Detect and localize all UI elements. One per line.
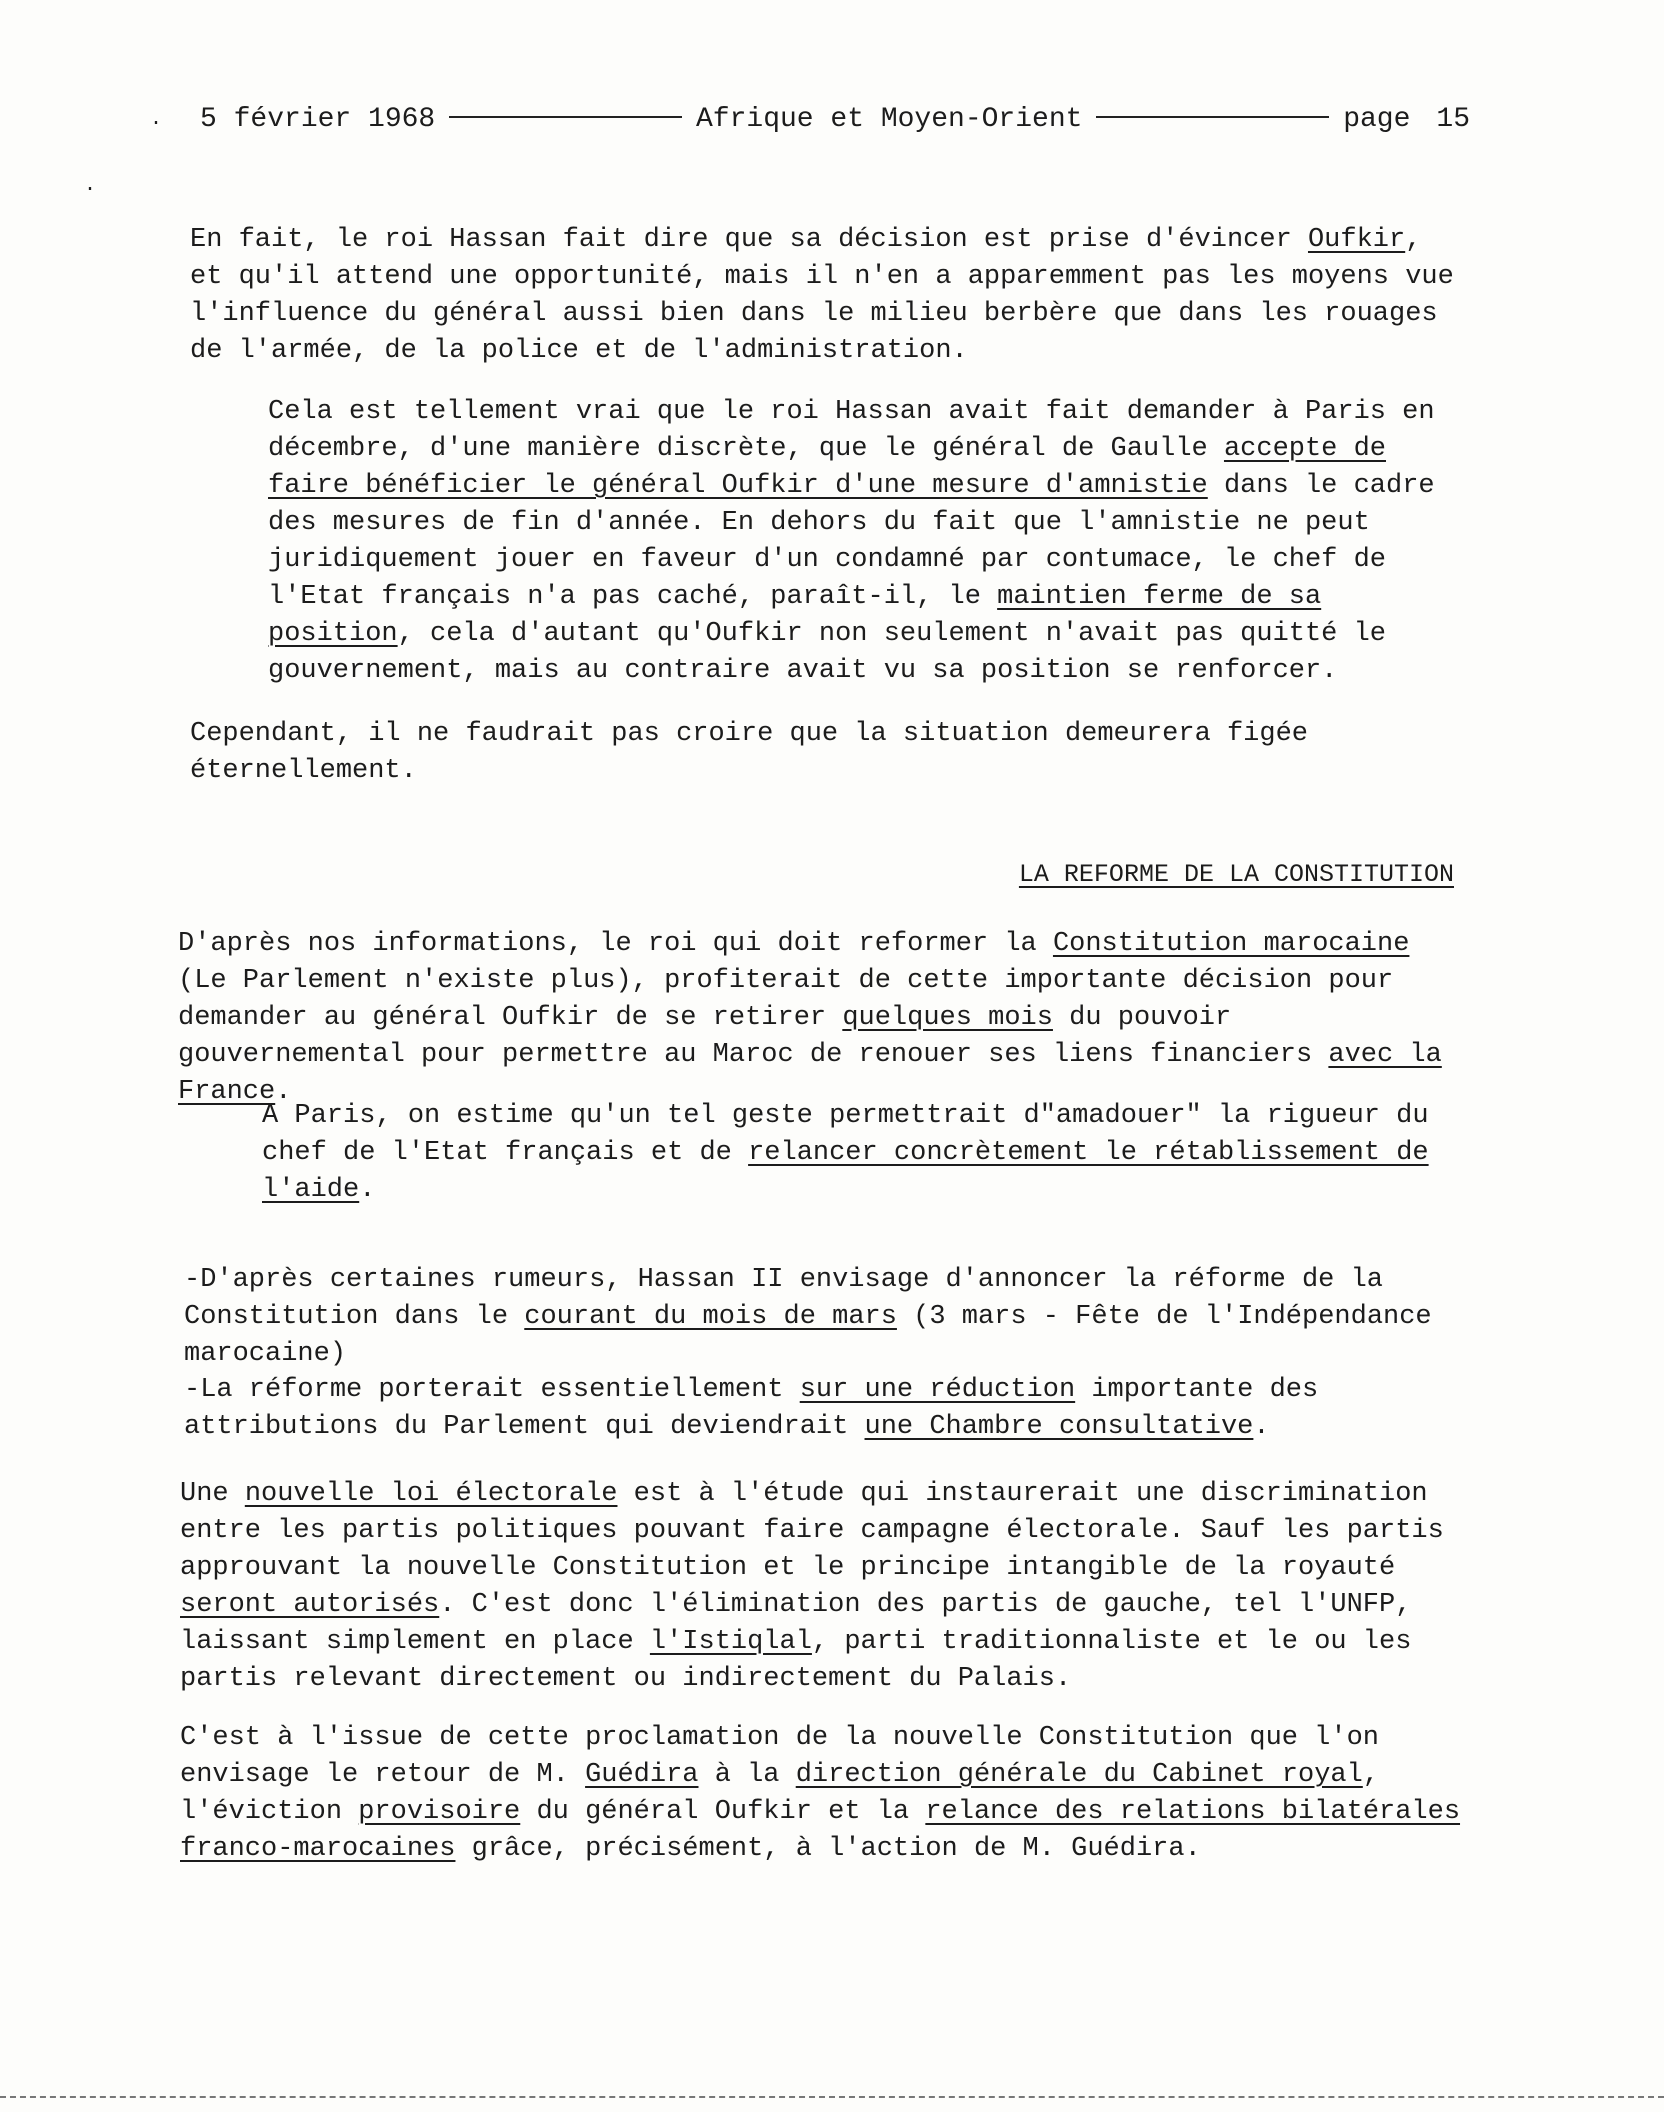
text-run: , l'éviction: [180, 1760, 1380, 1827]
text-run: dans le cadre des mesures de fin d'année. En dehors du fait que l'amnistie ne peut juridiquement jouer en faveur d'un condamné par contumace, le chef de l'Etat français n'a pas caché, paraît-il, le: [268, 471, 1435, 612]
underlined-phrase: seront autorisés: [180, 1590, 440, 1620]
underlined-phrase: nouvelle loi électorale: [244, 1479, 618, 1509]
underlined-phrase: avec la France: [178, 1040, 1442, 1107]
text-run: .: [1253, 1412, 1270, 1442]
paragraph: [184, 1372, 1464, 1446]
header-page-number: 15: [1436, 104, 1471, 135]
text-run: est à l'étude qui instaurerait une discrimination entre les partis politiques pouvant faire campagne électorale. Sauf les partis approuvant la nouvelle Constitution et le principe intangible de la royauté: [180, 1479, 1444, 1583]
underlined-phrase: provisoire: [358, 1797, 521, 1827]
section-title: LA REFORME DE LA CONSTITUTION: [1018, 860, 1454, 889]
text-run: grâce, précisément, à l'action de M. Guédira.: [455, 1834, 1201, 1864]
underlined-phrase: maintien ferme de sa position: [268, 582, 1322, 649]
underlined-phrase: Oufkir: [1307, 225, 1406, 255]
underlined-phrase: Guédira: [585, 1760, 699, 1790]
underlined-phrase: relancer concrètement le rétablissement de l'aide: [262, 1138, 1429, 1205]
underlined-phrase: une Chambre consultative: [864, 1412, 1254, 1442]
header-page-label: page: [1343, 104, 1411, 135]
text-run: -D'après certaines rumeurs, Hassan II envisage d'annoncer la réforme de la Constitution dans le: [184, 1265, 1383, 1332]
margin-mark: ·: [84, 178, 97, 201]
underlined-phrase: l'Istiqlal: [649, 1627, 812, 1657]
text-run: .: [359, 1175, 376, 1205]
text-run: Une: [180, 1479, 245, 1509]
text-run: , cela d'autant qu'Oufkir non seulement n'avait pas quitté le gouvernement, mais au contraire avait vu sa position se renforcer.: [268, 619, 1386, 686]
paragraph: [190, 716, 1465, 790]
underlined-phrase: sur une réduction: [799, 1375, 1076, 1405]
header-date: 5 février 1968: [200, 104, 436, 135]
paragraph: [268, 394, 1468, 690]
text-run: .: [275, 1077, 292, 1107]
bottom-edge: [0, 2096, 1664, 2098]
text-run: Cependant, il ne faudrait pas croire que la situation demeurera figée éternellement.: [190, 719, 1308, 786]
text-run: . C'est donc l'élimination des partis de gauche, tel l'UNFP, laissant simplement en place: [180, 1590, 1412, 1657]
text-run: (3 mars - Fête de l'Indépendance marocaine): [184, 1302, 1432, 1369]
text-run: D'après nos informations, le roi qui doit reformer la: [178, 929, 1053, 959]
header-rule: [449, 116, 682, 118]
header-rule: [1096, 116, 1329, 118]
text-run: , parti traditionnaliste et le ou les partis relevant directement ou indirectement du Palais.: [180, 1627, 1412, 1694]
underlined-phrase: courant du mois de mars: [524, 1302, 897, 1332]
text-run: du pouvoir gouvernemental pour permettre au Maroc de renouer ses liens financiers: [178, 1003, 1329, 1070]
page-header: [200, 104, 1470, 135]
header-section: Afrique et Moyen-Orient: [695, 104, 1083, 135]
underlined-phrase: Constitution marocaine: [1052, 929, 1410, 959]
paragraph: [180, 1720, 1465, 1868]
text-run: à la: [698, 1760, 796, 1790]
paragraph: [184, 1262, 1464, 1373]
paragraph: [262, 1098, 1462, 1209]
margin-mark: ·: [150, 112, 163, 135]
underlined-phrase: relance des relations bilatérales franco-marocaines: [180, 1797, 1461, 1864]
text-run: En fait, le roi Hassan fait dire que sa décision est prise d'évincer: [190, 225, 1308, 255]
text-run: (Le Parlement n'existe plus), profiterait de cette importante décision pour demander au général Oufkir de se retirer: [178, 966, 1394, 1033]
text-run: importante des attributions du Parlement qui deviendrait: [184, 1375, 1319, 1442]
text-run: du général Oufkir et la: [520, 1797, 926, 1827]
paragraph: [178, 926, 1463, 1111]
paragraph: [180, 1476, 1465, 1698]
text-run: C'est à l'issue de cette proclamation de la nouvelle Constitution que l'on envisage le retour de M.: [180, 1723, 1379, 1790]
paragraph: [190, 222, 1465, 370]
underlined-phrase: direction générale du Cabinet royal: [795, 1760, 1363, 1790]
text-run: -La réforme porterait essentiellement: [184, 1375, 800, 1405]
text-run: Cela est tellement vrai que le roi Hassan avait fait demander à Paris en décembre, d'une manière discrète, que le général de Gaulle: [268, 397, 1435, 464]
text-run: A Paris, on estime qu'un tel geste permettrait d"amadouer" la rigueur du chef de l'Etat français et de: [262, 1101, 1429, 1168]
text-run: , et qu'il attend une opportunité, mais il n'en a apparemment pas les moyens vue l'influence du général aussi bien dans le milieu berbère que dans les rouages de l'armée, de la police et de l'administration.: [190, 225, 1454, 366]
underlined-phrase: quelques mois: [842, 1003, 1053, 1033]
underlined-phrase: accepte de faire bénéficier le général Oufkir d'une mesure d'amnistie: [268, 434, 1386, 501]
